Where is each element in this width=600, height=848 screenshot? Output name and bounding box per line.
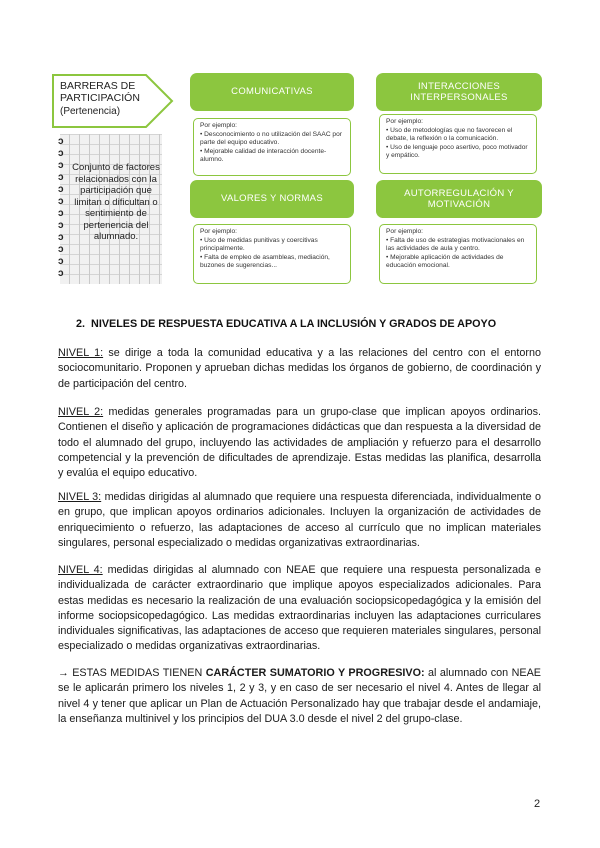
level-label: NIVEL 4: — [58, 564, 103, 576]
barriers-diagram — [0, 0, 600, 300]
barrier-notebook — [60, 134, 162, 284]
conclusion-paragraph — [58, 666, 541, 727]
conclusion-text: al alumnado con NEAE se le aplicarán primero los niveles 1, 2 y 3, y en caso de ser necesario el nivel 4. Antes de llegar al nivel 4 y tener que aplicar un Plan de Actuación Personalizado hay que trabajar desde el andamiaje, la enseñanza multinivel y los principios del DUA 3.0 desde el nivel 2 del grupo-clase. — [58, 667, 541, 725]
barrier-header — [52, 74, 174, 128]
category-interacciones-examples — [379, 114, 537, 174]
category-comunicativas-header: COMUNICATIVAS — [190, 73, 354, 111]
level-label: NIVEL 3: — [58, 491, 102, 503]
category-valores-examples — [193, 224, 351, 284]
example-item: • Falta de empleo de asambleas, mediación, buzones de sugerencias... — [200, 253, 330, 270]
example-item: • Falta de uso de estrategias motivacionales en las actividades de aula y centro. — [386, 236, 525, 253]
category-autorregulacion-header: AUTORREGULACIÓN Y MOTIVACIÓN — [376, 180, 542, 218]
category-autorregulacion-examples — [379, 224, 537, 284]
barrier-title: BARRERAS DE PARTICIPACIÓN — [60, 80, 140, 104]
example-item: • Mejorable calidad de interacción docente-alumno. — [200, 147, 327, 164]
example-label: Por ejemplo: — [386, 228, 424, 235]
example-item: • Uso de medidas punitivas y coercitivas principalmente. — [200, 236, 318, 253]
level-1-paragraph — [58, 346, 541, 392]
conclusion-emphasis: CARÁCTER SUMATORIO Y PROGRESIVO: — [205, 667, 425, 679]
level-text: medidas generales programadas para un grupo-clase que implican apoyos ordinarios. Contienen el diseño y aplicación de programaciones didácticas que dan respuesta a la diversidad de todo el alumnado del grupo, incluyendo las actividades de ampliación y refuerzo para el desarrollo competencial y la prevención de dificultades de aprendizaje. Estas medidas las planifica, desarrolla y evalúa el equipo educativo. — [58, 406, 541, 480]
section-title: NIVELES DE RESPUESTA EDUCATIVA A LA INCLUSIÓN Y GRADOS DE APOYO — [91, 318, 497, 330]
level-label: NIVEL 2: — [58, 406, 104, 418]
level-3-paragraph — [58, 490, 541, 551]
section-heading — [76, 318, 496, 330]
category-interacciones-header: INTERACCIONES INTERPERSONALES — [376, 73, 542, 111]
example-item: • Uso de metodologías que no favorecen el debate, la reflexión o la comunicación. — [386, 126, 513, 143]
example-item: • Uso de lenguaje poco asertivo, poco motivador y empático. — [386, 143, 528, 160]
example-label: Por ejemplo: — [200, 228, 238, 235]
level-text: medidas dirigidas al alumnado con NEAE que requiere una respuesta personalizada e individualizada de carácter extraordinario que implique apoyos especializados adicionales. Para estas medidas es necesario la realización de una evaluación sociopsicopedagógica y la emisión del informe sociopsicopedagógico. Las medidas extraordinarias incluyen las adaptaciones curriculares individuales significativas, las adaptaciones de acceso que requieren materiales singulares, personal especializado o medidas organizativas extraordinarias. — [58, 564, 542, 653]
level-2-paragraph — [58, 405, 541, 481]
barrier-description: Conjunto de factores relacionados con la participación que limitan o dificultan o sentimiento de pertenencia del alumnado. — [72, 162, 160, 242]
level-text: se dirige a toda la comunidad educativa y a las relaciones del centro con el entorno sociocomunitario. Proponen y aprueban dichas medidas los órganos de gobierno, de coordinación y de participación del centro. — [58, 347, 542, 390]
level-4-paragraph — [58, 563, 541, 655]
example-label: Por ejemplo: — [386, 118, 424, 125]
barrier-subtitle: (Pertenencia) — [60, 106, 121, 117]
page-number: 2 — [534, 798, 541, 810]
level-label: NIVEL 1: — [58, 347, 104, 359]
example-item: • Mejorable aplicación de actividades de educación emocional. — [386, 253, 504, 270]
conclusion-lead: → ESTAS MEDIDAS TIENEN — [58, 667, 203, 679]
category-comunicativas-examples — [193, 118, 351, 176]
section-number: 2. — [76, 318, 86, 330]
level-text: medidas dirigidas al alumnado que requiere una respuesta diferenciada, individualmente o en grupo, que implican apoyos ordinarios adicionales. Incluyen la organización de actividades de enriquecimiento o refuerzo, las adaptaciones de acceso al currículo que no implican materiales singulares, personal especializado o medidas organizativas extraordinarias. — [58, 491, 541, 549]
category-valores-header: VALORES Y NORMAS — [190, 180, 354, 218]
example-item: • Desconocimiento o no utilización del SAAC por parte del equipo educativo. — [200, 130, 342, 147]
spiral-binding-icon: ɔ ɔ ɔ ɔ ɔ ɔ ɔ ɔ ɔ ɔ ɔ ɔ — [58, 136, 63, 279]
example-label: Por ejemplo: — [200, 122, 238, 129]
